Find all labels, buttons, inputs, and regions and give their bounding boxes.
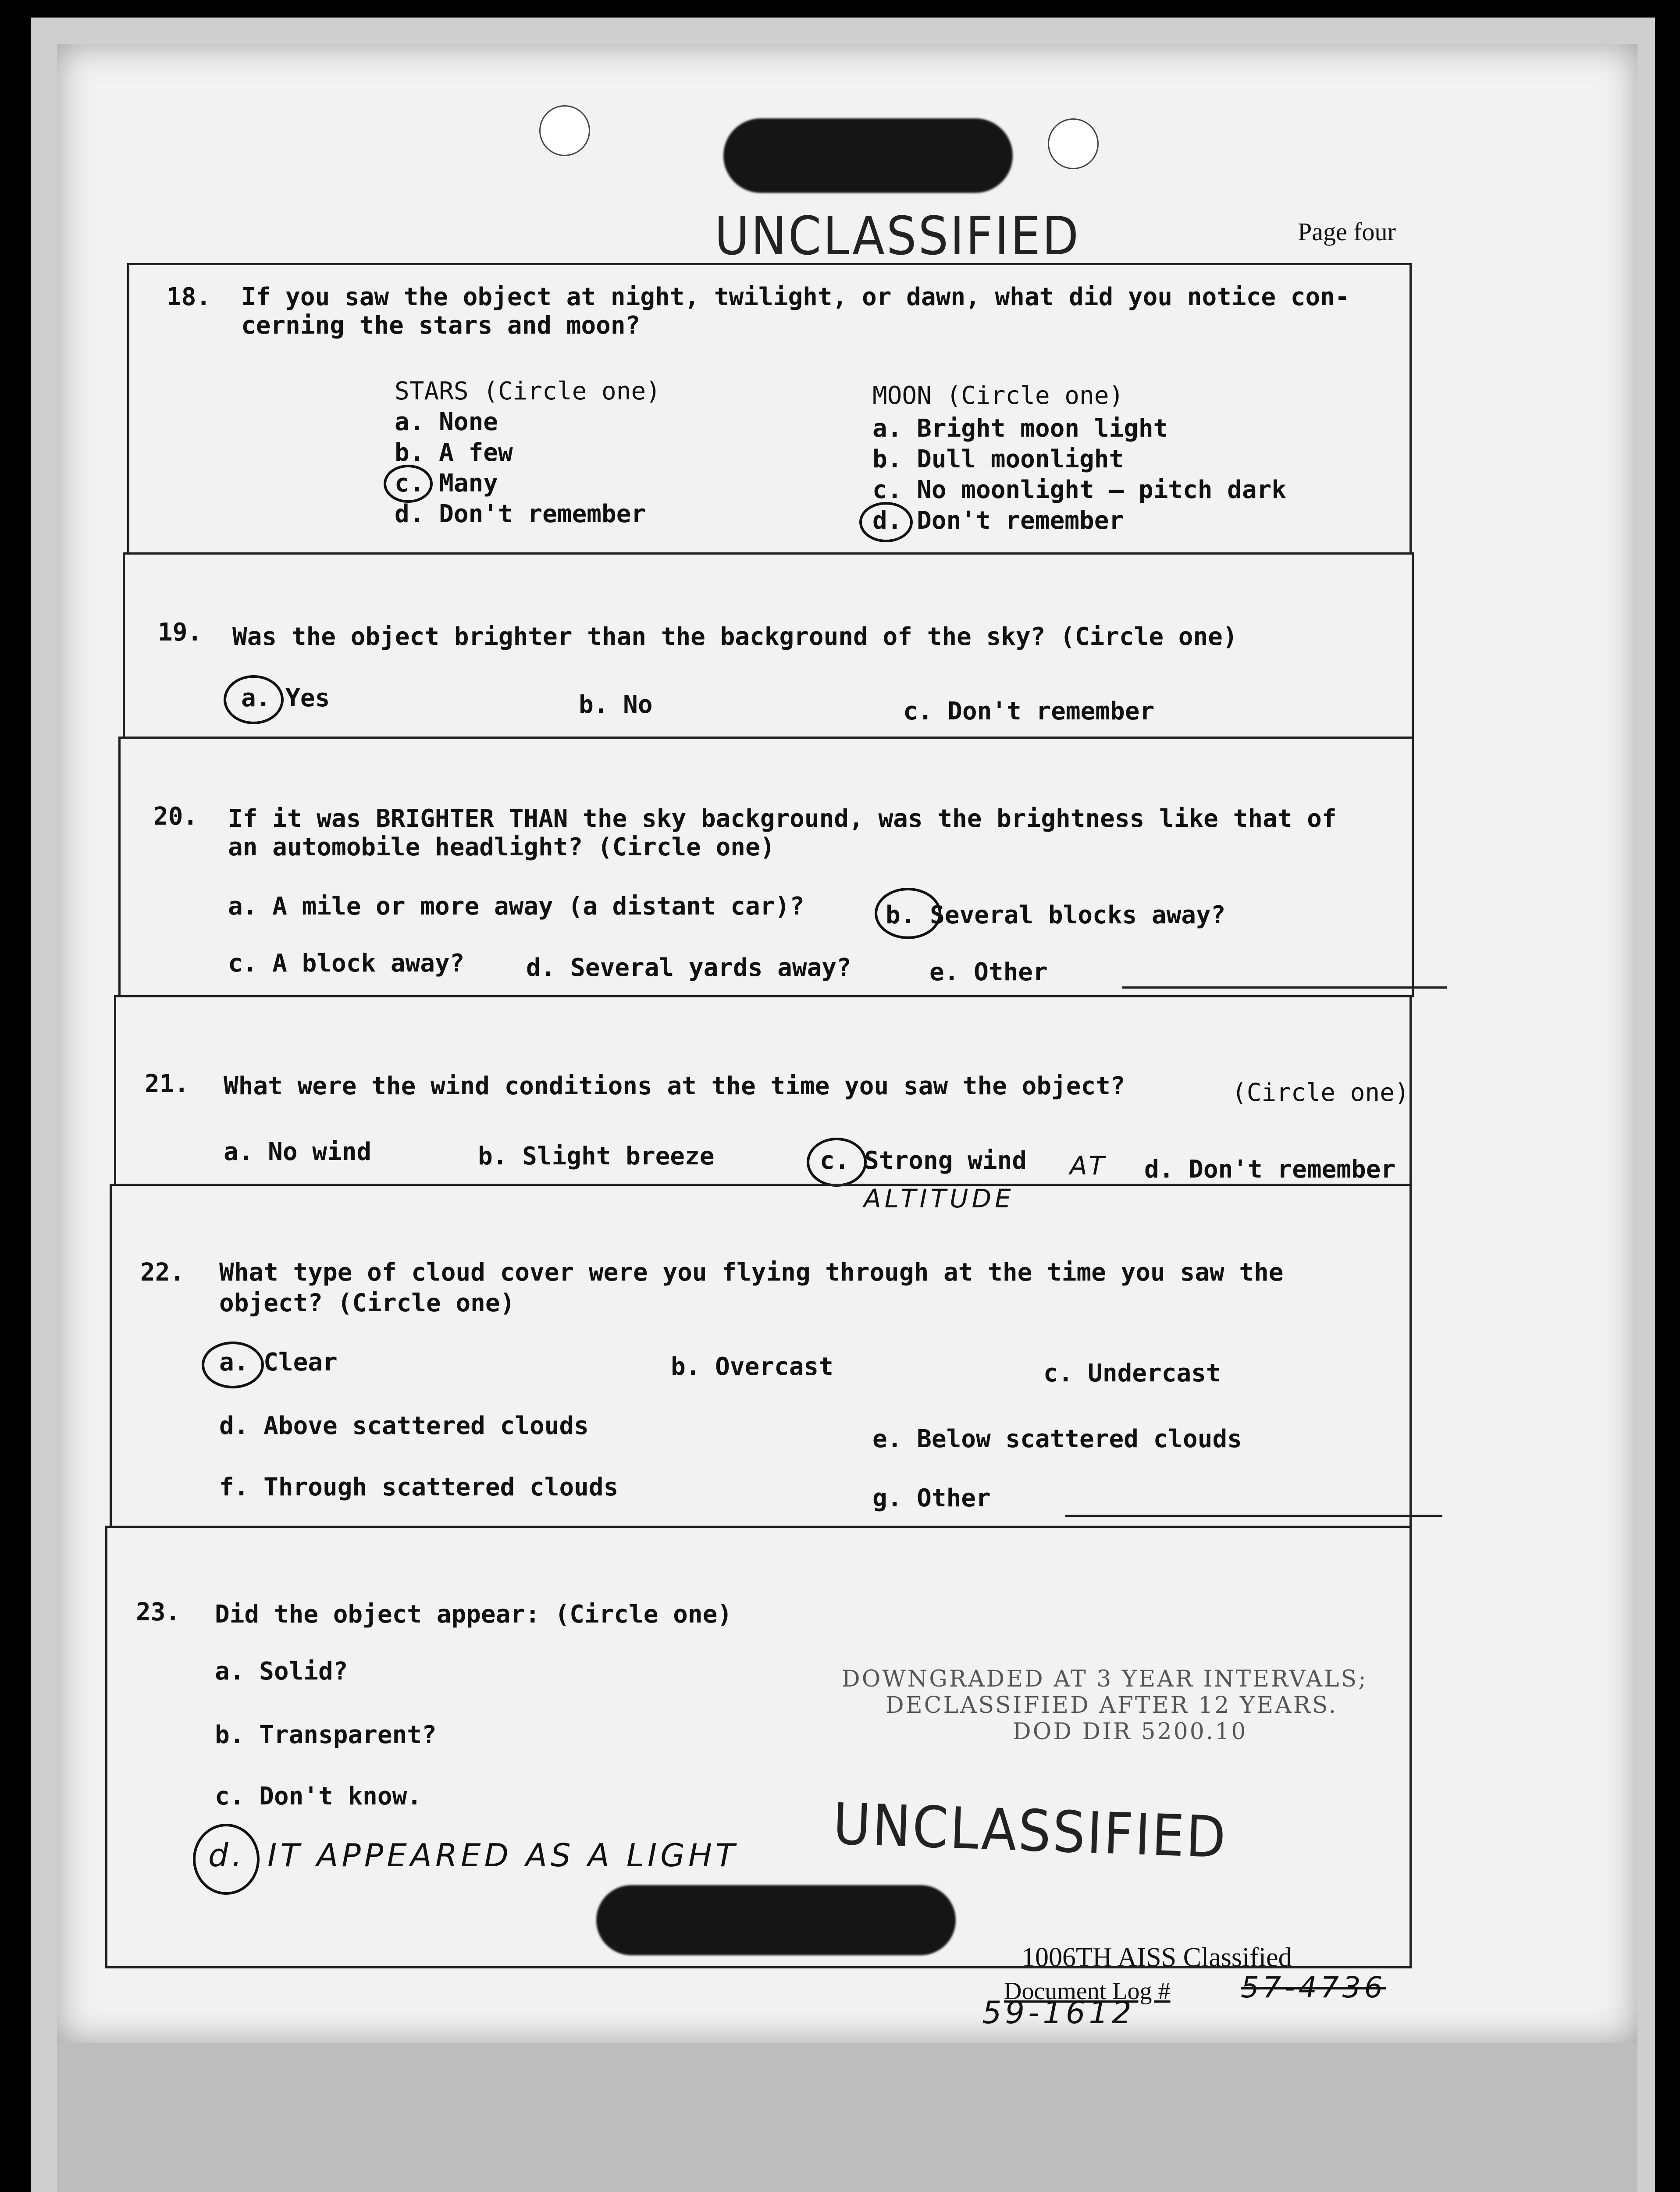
q22-option-g: g. Other — [872, 1484, 991, 1512]
q20-option-d: d. Several yards away? — [526, 954, 851, 982]
downgraded-stamp-line3: DOD DIR 5200.10 — [1013, 1719, 1248, 1745]
scan-frame — [31, 18, 1655, 2192]
q23-option-c: c. Don't know. — [215, 1782, 422, 1811]
q21-text: What were the wind conditions at the time you saw the object? — [224, 1072, 1125, 1100]
q23-handwritten-d: d. — [208, 1837, 246, 1874]
lower-margin — [57, 2043, 1637, 2192]
circle-stars-c — [384, 465, 433, 503]
moon-option-d: d. Don't remember — [872, 506, 1124, 535]
q18-text-line2: cerning the stars and moon? — [241, 311, 641, 340]
q19-option-b: b. No — [579, 690, 653, 719]
q22-text-line1: What type of cloud cover were you flying through at the time you saw the — [219, 1258, 1284, 1287]
q22-number: 22. — [140, 1258, 185, 1287]
q21-handwritten-at: AT — [1070, 1151, 1108, 1181]
punch-hole-left — [539, 105, 590, 156]
circle-q20-b — [875, 888, 941, 939]
q21-option-c: c. Strong wind — [820, 1146, 1027, 1175]
q19-text: Was the object brighter than the background of the sky? (Circle one) — [232, 623, 1238, 651]
circle-q19-a — [224, 675, 284, 724]
unclassified-stamp-bottom: UNCLASSIFIED — [832, 1790, 1228, 1871]
unclassified-stamp-top: UNCLASSIFIED — [715, 206, 1081, 267]
punch-hole-right — [1048, 118, 1099, 169]
q22-option-c: c. Undercast — [1043, 1359, 1221, 1388]
stars-option-c: c. Many — [395, 469, 498, 498]
q22-option-d: d. Above scattered clouds — [219, 1412, 589, 1440]
q22-option-f: f. Through scattered clouds — [219, 1473, 619, 1502]
document-log-handwritten-number: 59-1612 — [982, 1995, 1135, 2031]
moon-option-b: b. Dull moonlight — [872, 445, 1124, 473]
q20-other-line — [1122, 986, 1447, 989]
circle-moon-d — [859, 502, 913, 542]
circle-q21-c — [807, 1138, 867, 1187]
q21-number: 21. — [145, 1070, 189, 1098]
q23-text: Did the object appear: (Circle one) — [215, 1600, 733, 1629]
document-log-label: Document Log # — [1004, 1978, 1171, 2005]
q20-option-a: a. A mile or more away (a distant car)? — [228, 892, 804, 921]
q19-option-a: a. Yes — [241, 684, 330, 712]
q20-option-c: c. A block away? — [228, 949, 465, 978]
q23-number: 23. — [136, 1598, 181, 1626]
q23-option-a: a. Solid? — [215, 1657, 348, 1686]
downgraded-stamp-line2: DECLASSIFIED AFTER 12 YEARS. — [886, 1692, 1338, 1719]
q18-text-line1: If you saw the object at night, twilight, or dawn, what did you notice con- — [241, 283, 1350, 311]
q20-option-e: e. Other — [929, 958, 1048, 986]
circle-q22-a — [202, 1342, 264, 1388]
q22-option-b: b. Overcast — [671, 1352, 833, 1381]
q20-option-b: b. Several blocks away? — [886, 901, 1226, 929]
q21-circle-one: (Circle one) — [1232, 1078, 1409, 1107]
q20-text-line1: If it was BRIGHTER THAN the sky background, was the brightness like that of — [228, 804, 1337, 833]
document-page — [57, 44, 1637, 2043]
downgraded-stamp-line1: DOWNGRADED AT 3 YEAR INTERVALS; — [842, 1666, 1368, 1692]
q22-option-e: e. Below scattered clouds — [872, 1425, 1242, 1453]
redacted-classification-top — [723, 118, 1013, 193]
q21-option-d: d. Don't remember — [1144, 1155, 1396, 1184]
q20-text-line2: an automobile headlight? (Circle one) — [228, 833, 775, 861]
moon-option-c: c. No moonlight — pitch dark — [872, 476, 1287, 504]
q22-text-line2: object? (Circle one) — [219, 1289, 515, 1317]
q21-handwritten-altitude: ALTITUDE — [864, 1184, 1014, 1213]
q18-number: 18. — [167, 283, 211, 311]
moon-option-a: a. Bright moon light — [872, 414, 1168, 443]
q23-handwritten-answer: IT APPEARED AS A LIGHT — [267, 1837, 739, 1874]
q22-option-a: a. Clear — [219, 1348, 338, 1377]
stars-title: STARS (Circle one) — [395, 377, 661, 406]
q22-other-line — [1065, 1515, 1442, 1517]
q21-option-a: a. No wind — [224, 1138, 372, 1166]
q20-number: 20. — [153, 802, 198, 831]
aiss-classified: 1006TH AISS Classified — [1022, 1943, 1292, 1972]
q19-number: 19. — [158, 618, 203, 647]
page-label: Page four — [1298, 217, 1396, 246]
stars-option-d: d. Don't remember — [395, 500, 646, 528]
stars-option-b: b. A few — [395, 438, 513, 467]
document-log-crossed-number: 57-4736 — [1241, 1971, 1386, 2004]
q19-option-c: c. Don't remember — [903, 697, 1155, 726]
moon-title: MOON (Circle one) — [872, 381, 1124, 410]
q21-option-b: b. Slight breeze — [478, 1142, 715, 1171]
stars-option-a: a. None — [395, 408, 498, 436]
redacted-classification-bottom — [596, 1885, 956, 1955]
q23-option-b: b. Transparent? — [215, 1721, 437, 1749]
